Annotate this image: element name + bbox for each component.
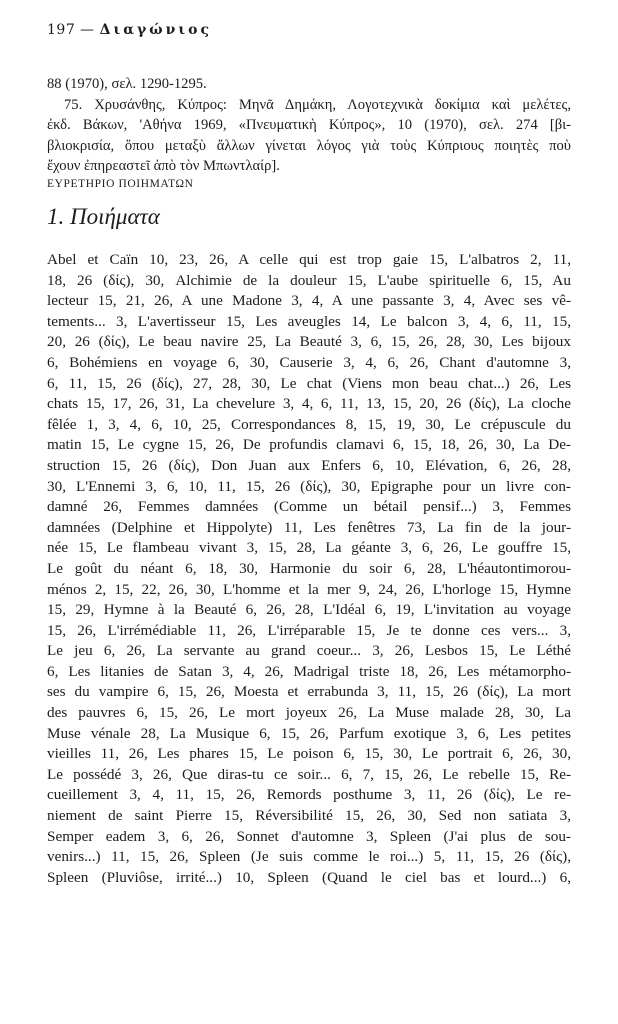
index-line: des pauvres 6, 15, 26, Le mort joyeux 26, La Muse malade 28, 30, La <box>47 704 571 722</box>
subsection-title: 1. Ποιήματα <box>47 204 160 229</box>
index-line: Le possédé 3, 26, Que diras-tu ce soir... 6, 7, 15, 26, Le rebelle 15, Re- <box>47 765 571 783</box>
index-line: Le jeu 6, 26, La servante au grand coeur... 3, 26, Lesbos 15, Le Léthé <box>47 642 571 660</box>
index-line: ses du vampire 6, 15, 26, Moesta et errabunda 3, 11, 15, 26 (δίς), La mort <box>47 683 571 701</box>
index-line: 6, 11, 15, 26 (δίς), 27, 28, 30, Le chat (Viens mon beau chat...) 26, Les <box>47 374 571 392</box>
reference-line: ἔχουν ἐπηρεαστεῖ ἀπὸ τὸν Μπωντλαίρ]. <box>47 158 280 175</box>
reference-paragraph <box>47 74 571 177</box>
index-line: ménos 2, 15, 22, 26, 30, L'homme et la mer 9, 24, 26, L'horloge 15, Hymne <box>47 580 571 598</box>
index-line: chats 15, 17, 26, 31, La chevelure 3, 4, 6, 11, 13, 15, 20, 26 (δίς), La cloche <box>47 395 571 413</box>
index-line: matin 15, Le cygne 15, 26, De profundis clamavi 6, 15, 18, 26, 30, La De- <box>47 436 571 454</box>
index-line: struction 15, 26 (δίς), Don Juan aux Enfers 6, 10, Elévation, 6, 26, 28, <box>47 456 571 474</box>
index-line: Spleen (Pluviôse, irrité...) 10, Spleen (Quand le ciel bas et lourd...) 6, <box>47 868 571 886</box>
index-line: née 15, Le flambeau vivant 3, 15, 28, La géante 3, 6, 26, Le gouffre 15, <box>47 539 571 557</box>
index-line: cueillement 3, 4, 11, 15, 26, Remords posthume 3, 11, 26 (δίς), Le re- <box>47 786 571 804</box>
reference-line: ἐκδ. Βάκων, 'Αθήνα 1969, «Πνευματικὴ Κύπρος», 10 (1970), σελ. 274 [βι- <box>47 117 571 134</box>
index-line: damné 26, Femmes damnées (Comme un bétail pensif...) 3, Femmes <box>47 498 571 516</box>
index-line: venirs...) 11, 15, 26, Spleen (Je suis comme le roi...) 5, 11, 15, 26 (δίς), <box>47 848 571 866</box>
page-number: 197 <box>47 22 76 38</box>
index-line: 15, 29, Hymne à la Beauté 6, 26, 28, L'Idéal 6, 19, L'invitation au voyage <box>47 601 571 619</box>
poem-index-paragraph <box>47 250 571 888</box>
reference-line: βλιοκρισία, ὅπου μεταξὺ ἄλλων γίνεται λόγος γιὰ τοὺς Κύπριους ποιητὲς ποὺ <box>47 137 571 154</box>
running-title: Διαγώνιος <box>99 22 212 38</box>
index-line: tements... 3, L'avertisseur 15, Les aveugles 14, Le balcon 3, 4, 6, 11, 15, <box>47 312 571 330</box>
index-line: 15, 26, L'irrémédiable 11, 26, L'irréparable 15, Je te donne ces vers... 3, <box>47 621 571 639</box>
section-label: ΕΥΡΕΤΗΡΙΟ ΠΟΙΗΜΑΤΩΝ <box>47 178 194 190</box>
index-line: 20, 26 (δίς), Le beau navire 25, La Beauté 3, 6, 15, 26, 28, 30, Les bijoux <box>47 333 571 351</box>
reference-line: 88 (1970), σελ. 1290-1295. <box>47 76 207 92</box>
index-line: damnées (Delphine et Hippolyte) 11, Les fenêtres 73, La fin de la jour- <box>47 518 571 536</box>
index-line: Semper eadem 3, 6, 26, Sonnet d'automne 3, Spleen (J'ai plus de sou- <box>47 827 571 845</box>
running-header <box>47 22 212 38</box>
index-line: Muse vénale 28, La Musique 6, 15, 26, Parfum exotique 3, 6, Les petites <box>47 724 571 742</box>
index-line: niement de saint Pierre 15, Réversibilité 15, 26, 30, Sed non satiata 3, <box>47 807 571 825</box>
index-line: 6, Les litanies de Satan 3, 4, 26, Madrigal triste 18, 26, Les métamorpho- <box>47 662 571 680</box>
index-line: lecteur 15, 21, 26, A une Madone 3, 4, A une passante 3, 4, Avec ses vê- <box>47 292 571 310</box>
index-line: 6, Bohémiens en voyage 6, 30, Causerie 3, 4, 6, 26, Chant d'automne 3, <box>47 353 571 371</box>
index-line: Le goût du néant 6, 18, 30, Harmonie du soir 6, 28, L'héautontimorou- <box>47 559 571 577</box>
index-line: 18, 26 (δίς), 30, Alchimie de la douleur 15, L'aube spirituelle 6, 15, Au <box>47 271 571 289</box>
index-line: vieilles 11, 26, Les phares 15, Le poison 6, 15, 30, Le portrait 6, 26, 30, <box>47 745 571 763</box>
reference-line: 75. Χρυσάνθης, Κύπρος: Μηνᾶ Δημάκη, Λογοτεχνικὰ δοκίμια καὶ μελέτες, <box>64 96 571 113</box>
index-line: fêlée 1, 3, 4, 6, 10, 25, Correspondances 8, 15, 19, 30, Le crépuscule du <box>47 415 571 433</box>
index-line: 30, L'Ennemi 3, 6, 10, 11, 15, 26 (δίς), 30, Epigraphe pour un livre con- <box>47 477 571 495</box>
index-line: Abel et Caïn 10, 23, 26, A celle qui est trop gaie 15, L'albatros 2, 11, <box>47 251 571 268</box>
header-dash: — <box>75 22 100 38</box>
